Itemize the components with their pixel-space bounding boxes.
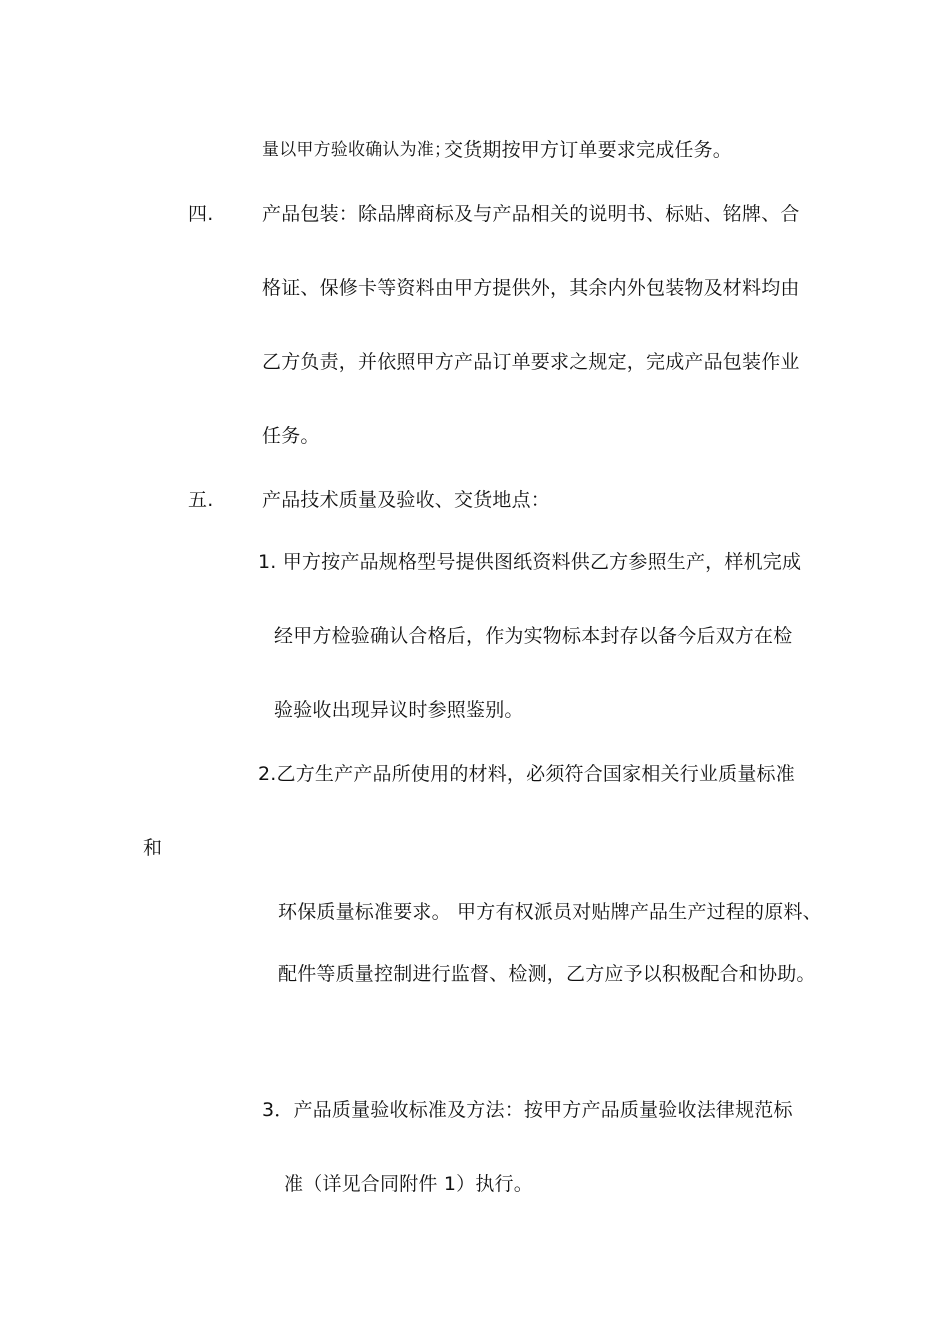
section-number: 四.: [188, 203, 214, 225]
text-line: 环保质量标准要求。 甲方有权派员对贴牌产品生产过程的原料、: [278, 901, 822, 923]
text-line: 产品包装：除品牌商标及与产品相关的说明书、标贴、铭牌、合: [262, 203, 800, 225]
text-line: 量以甲方验收确认为准；: [262, 140, 452, 160]
text-line: 准（详见合同附件 1）执行。: [284, 1173, 533, 1195]
section-heading: 产品技术质量及验收、交货地点：: [262, 489, 551, 511]
text-line: 配件等质量控制进行监督、检测，乙方应予以积极配合和协助。: [278, 963, 816, 985]
list-item: 2.乙方生产产品所使用的材料，必须符合国家相关行业质量标准: [258, 763, 795, 785]
text-line: 和: [143, 837, 163, 859]
text-line: 格证、保修卡等资料由甲方提供外，其余内外包装物及材料均由: [262, 277, 800, 299]
list-item: 1. 甲方按产品规格型号提供图纸资料供乙方参照生产，样机完成: [258, 551, 802, 573]
section-number: 五.: [188, 489, 214, 511]
list-item: 3．产品质量验收标准及方法：按甲方产品质量验收法律规范标: [262, 1099, 793, 1121]
text-line: 交货期按甲方订单要求完成任务。: [444, 139, 733, 161]
text-line: 任务。: [262, 425, 320, 447]
text-line: 乙方负责，并依照甲方产品订单要求之规定，完成产品包装作业: [262, 351, 800, 373]
text-line: 经甲方检验确认合格后，作为实物标本封存以备今后双方在检: [274, 625, 793, 647]
text-line: 验验收出现异议时参照鉴别。: [274, 699, 524, 721]
